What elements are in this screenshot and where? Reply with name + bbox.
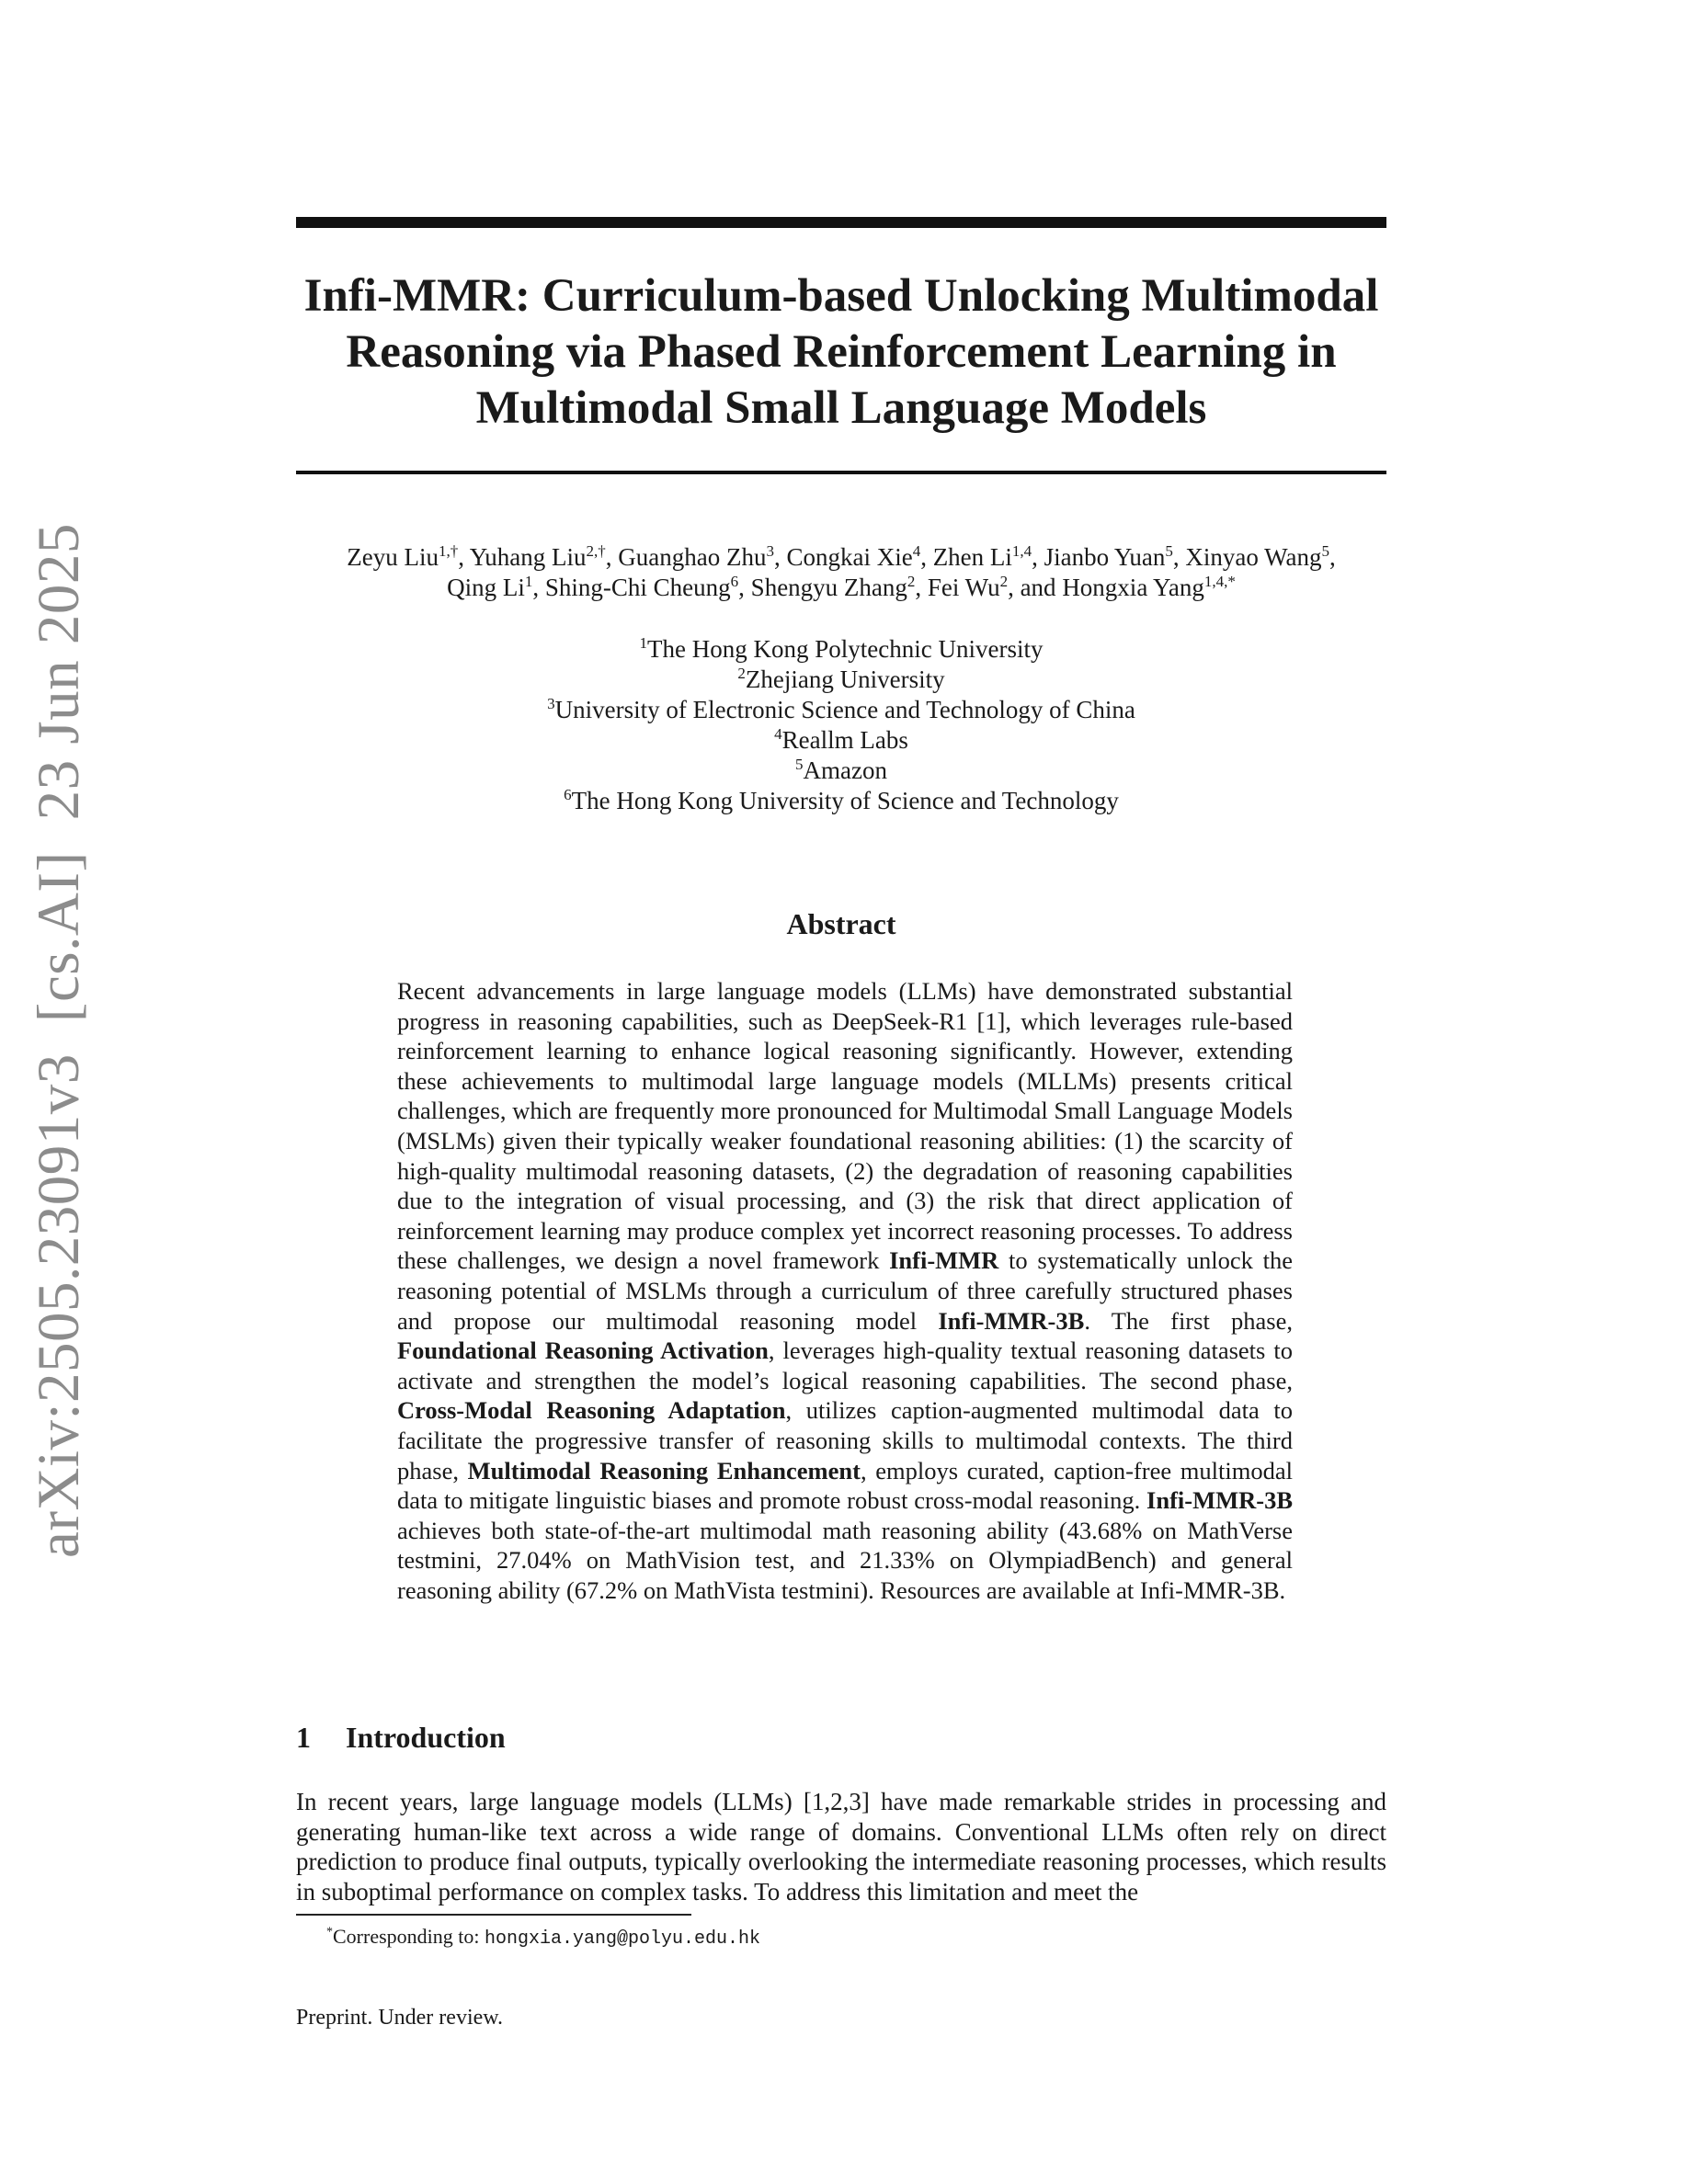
author-name: Yuhang Liu	[469, 543, 587, 571]
abstract-emphasis: Infi-MMR-3B	[938, 1306, 1085, 1335]
author	[786, 543, 932, 571]
author-affiliation-mark: 1	[524, 573, 533, 590]
affiliation-mark: 4	[774, 725, 782, 743]
author-name: Shing-Chi Cheung	[544, 574, 731, 601]
corresponding-email-link[interactable]: hongxia.yang@polyu.edu.hk	[485, 1928, 761, 1950]
abstract-body	[397, 976, 1293, 1605]
author-separator: ,	[1329, 543, 1336, 571]
footnote-label: Corresponding to:	[333, 1925, 485, 1948]
affiliation-name: The Hong Kong Polytechnic University	[647, 635, 1044, 663]
author-affiliation-mark: 5	[1165, 542, 1173, 560]
abstract-emphasis: Infi-MMR-3B	[1146, 1486, 1293, 1515]
author-separator: , and	[1008, 574, 1063, 601]
abstract-text: , utilizes caption-augmented multimodal data to facilitate the progressive transfer of reasoning skills to multimodal contexts. The third phase,	[397, 1396, 1294, 1484]
affiliation	[296, 665, 1386, 695]
footnote	[326, 1924, 1384, 1952]
author-name: Zeyu Liu	[347, 543, 439, 571]
abstract-emphasis: Cross-Modal Reasoning Adaptation	[397, 1396, 786, 1425]
author-affiliation-mark: 6	[730, 573, 739, 590]
affiliation-list	[296, 634, 1386, 816]
author-name: Fei Wu	[927, 574, 1000, 601]
author-name: Xinyao Wang	[1185, 543, 1322, 571]
affiliation-name: University of Electronic Science and Technology of China	[554, 696, 1135, 723]
section-heading-introduction	[296, 1719, 1386, 1756]
author	[347, 543, 469, 571]
author-separator: ,	[915, 574, 928, 601]
footnote-rule	[296, 1914, 691, 1916]
author-name: Qing Li	[447, 574, 525, 601]
affiliation	[296, 695, 1386, 725]
author-line-2	[276, 573, 1407, 603]
author-name: Jianbo Yuan	[1044, 543, 1166, 571]
author-affiliation-mark: 2,†	[586, 542, 606, 560]
author-affiliation-mark: 5	[1321, 542, 1329, 560]
affiliation-mark: 3	[547, 695, 555, 712]
affiliation-name: Zhejiang University	[745, 665, 945, 693]
paper-title	[296, 268, 1386, 437]
affiliation-name: The Hong Kong University of Science and Technology	[571, 787, 1119, 814]
author-name: Hongxia Yang	[1062, 574, 1204, 601]
author	[470, 543, 618, 571]
title-bottom-rule	[296, 471, 1386, 474]
footnote-mark: *	[326, 1925, 333, 1939]
affiliation-mark: 1	[639, 634, 648, 652]
author-affiliation-mark: 1,†	[439, 542, 459, 560]
section-title: Introduction	[346, 1721, 506, 1754]
author-separator: ,	[605, 543, 619, 571]
author	[545, 574, 751, 601]
arxiv-sidebar-stamp	[22, 523, 96, 1558]
author-list	[276, 542, 1407, 603]
author	[618, 543, 786, 571]
author-affiliation-mark: 1,4,*	[1203, 573, 1236, 590]
author-separator: ,	[773, 543, 787, 571]
abstract-text: Recent advancements in large language models (LLMs) have demonstrated substantial progress in reasoning capabilities, such as DeepSeek-R1 [1], which leverages rule-based reinforcement learning to enhance logical reasoning significantly. However, extending these achievements to multimodal large language models (MLLMs) presents critical challenges, which are frequently more pronounced for Multimodal Small Language Models (MSLMs) given their typically weaker foundational reasoning abilities: (1) the scarcity of high-quality multimodal reasoning datasets, (2) the degradation of reasoning capabilities due to the integration of visual processing, and (3) the risk that direct application of reinforcement learning may produce complex yet incorrect reasoning processes. To address these challenges, we design a novel framework	[397, 977, 1293, 1275]
author-separator: ,	[738, 574, 751, 601]
abstract-text: to systematically unlock the reasoning potential of MSLMs through a curriculum of three carefully structured phases and propose our multimodal reasoning model	[397, 1246, 1293, 1335]
author	[928, 574, 1062, 601]
arxiv-id: arXiv:2505.23091v3	[26, 1053, 92, 1558]
author	[933, 543, 1044, 571]
title-top-rule	[296, 217, 1386, 228]
author-affiliation-mark: 3	[766, 542, 774, 560]
author-name: Shengyu Zhang	[750, 574, 907, 601]
author-separator: ,	[1172, 543, 1186, 571]
abstract-emphasis: Infi-MMR	[889, 1246, 999, 1275]
affiliation	[296, 634, 1386, 665]
abstract-emphasis: Multimodal Reasoning Enhancement	[467, 1456, 861, 1484]
affiliation-mark: 5	[795, 756, 804, 773]
author-separator: ,	[920, 543, 933, 571]
arxiv-category: [cs.AI]	[26, 851, 92, 1023]
affiliation-name: Amazon	[803, 756, 887, 784]
author	[1185, 543, 1335, 571]
author-affiliation-mark: 2	[907, 573, 916, 590]
author	[447, 574, 545, 601]
author-name: Zhen Li	[932, 543, 1012, 571]
affiliation-mark: 6	[564, 786, 572, 803]
author	[1044, 543, 1186, 571]
abstract-text: achieves both state-of-the-art multimodal math reasoning ability (43.68% on MathVerse testmini, 27.04% on MathVision test, and 21.33% on OlympiadBench) and general reasoning ability (67.2% on MathVista testmini). Resources are available at Infi-MMR-3B.	[397, 1516, 1293, 1604]
author-line-1	[276, 542, 1407, 573]
abstract-text: , employs curated, caption-free multimodal data to mitigate linguistic biases and promote robust cross-modal reasoning.	[397, 1456, 1293, 1515]
author	[751, 574, 928, 601]
title-line-1: Infi-MMR: Curriculum-based Unlocking Multimodal	[303, 270, 1379, 322]
author-separator: ,	[532, 574, 545, 601]
affiliation	[296, 756, 1386, 786]
author	[1062, 574, 1236, 601]
affiliation-name: Reallm Labs	[781, 726, 908, 754]
author-separator: ,	[1032, 543, 1044, 571]
affiliation-mark: 2	[737, 665, 746, 682]
author-affiliation-mark: 4	[912, 542, 921, 560]
title-line-2: Reasoning via Phased Reinforcement Learning in	[346, 326, 1337, 378]
introduction-paragraph: In recent years, large language models (LLMs) [1,2,3] have made remarkable strides in processing and generating human-like text across a wide range of domains. Conventional LLMs often rely on direct prediction to produce final outputs, typically overlooking the intermediate reasoning processes, which results in suboptimal performance on complex tasks. To address this limitation and meet the	[296, 1788, 1386, 1906]
author-affiliation-mark: 1,4	[1011, 542, 1032, 560]
arxiv-date: 23 Jun 2025	[26, 523, 92, 821]
preprint-note: Preprint. Under review.	[296, 2006, 504, 2030]
section-number: 1	[296, 1721, 311, 1754]
author-separator: ,	[458, 543, 470, 571]
abstract-emphasis: Foundational Reasoning Activation	[397, 1337, 769, 1365]
abstract-text: , leverages high-quality textual reasoning datasets to activate and strengthen the model’s logical reasoning capabilities. The second phase,	[397, 1337, 1293, 1394]
abstract-text: . The first phase,	[1084, 1306, 1293, 1335]
affiliation	[296, 725, 1386, 756]
author-name: Guanghao Zhu	[618, 543, 767, 571]
abstract-heading: Abstract	[786, 907, 896, 940]
title-line-3: Multimodal Small Language Models	[475, 382, 1207, 434]
author-name: Congkai Xie	[786, 543, 913, 571]
author-affiliation-mark: 2	[999, 573, 1009, 590]
affiliation	[296, 786, 1386, 816]
